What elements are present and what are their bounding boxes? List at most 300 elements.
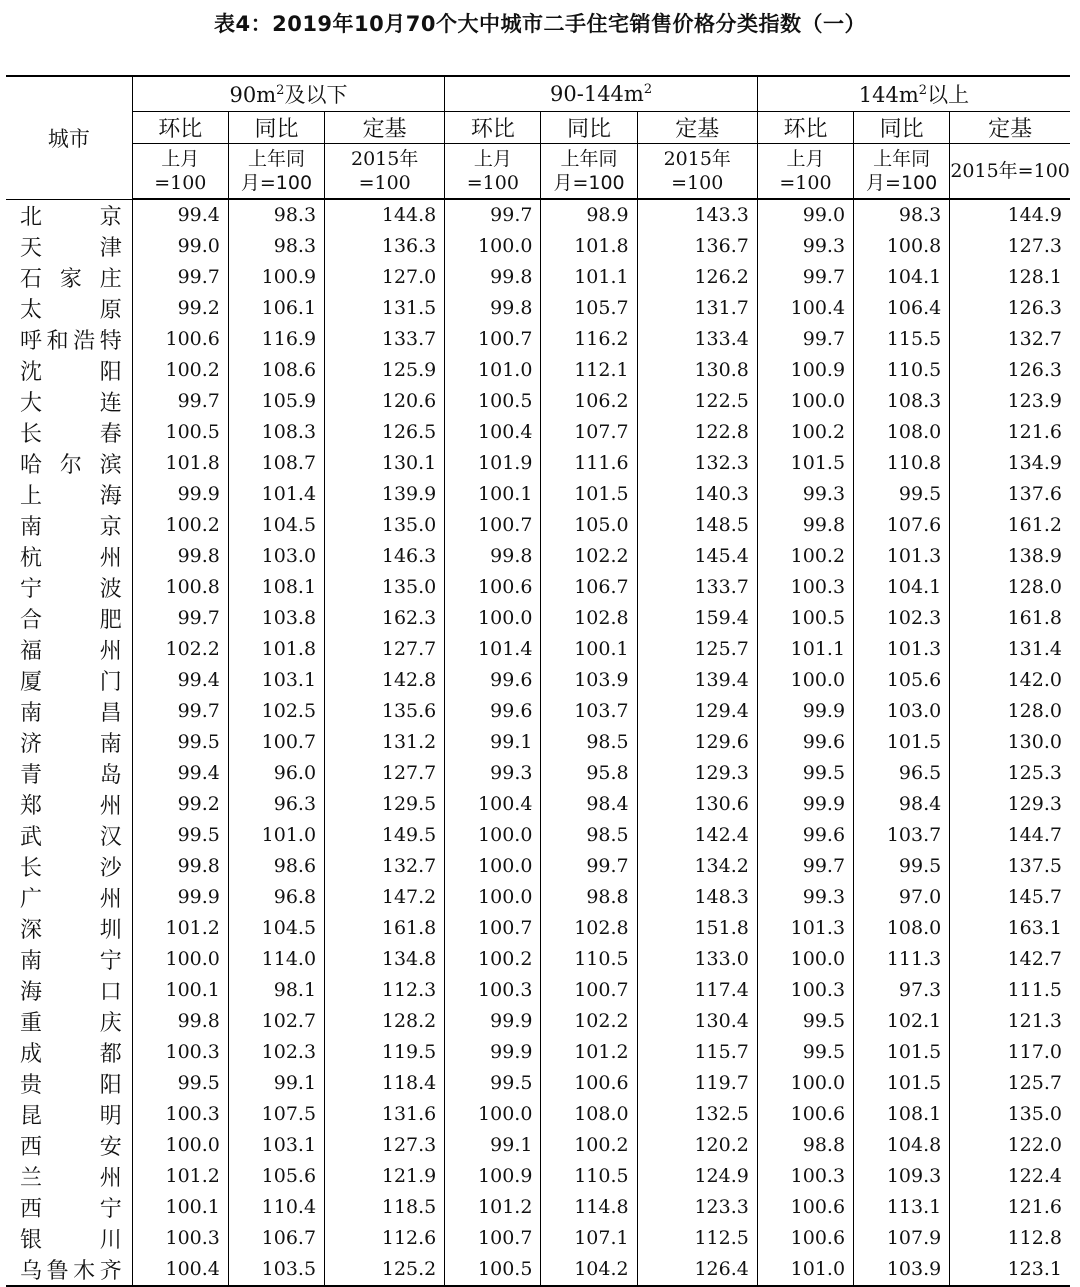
index-base-header: 2015年=100	[637, 144, 757, 200]
index-value-cell: 100.7	[228, 727, 324, 758]
table-row	[6, 1099, 1070, 1130]
index-value-cell: 98.3	[854, 199, 950, 231]
index-value-cell: 145.7	[950, 882, 1070, 913]
index-value-cell: 130.0	[950, 727, 1070, 758]
index-value-cell: 101.4	[445, 634, 541, 665]
index-base-header: 上年同 月=100	[541, 144, 637, 200]
table-row	[6, 572, 1070, 603]
index-value-cell: 135.0	[325, 510, 445, 541]
index-value-cell: 100.6	[757, 1099, 853, 1130]
index-value-cell: 111.3	[854, 944, 950, 975]
index-value-cell: 135.0	[325, 572, 445, 603]
index-value-cell: 125.9	[325, 355, 445, 386]
index-value-cell: 125.2	[325, 1254, 445, 1286]
index-value-cell: 99.2	[132, 789, 228, 820]
index-base-header: 2015年=100	[950, 144, 1070, 200]
index-value-cell: 132.7	[950, 324, 1070, 355]
index-type-header: 定基	[637, 112, 757, 144]
index-value-cell: 108.0	[854, 417, 950, 448]
table-row	[6, 199, 1070, 231]
index-value-cell: 100.0	[132, 944, 228, 975]
index-value-cell: 107.1	[541, 1223, 637, 1254]
index-value-cell: 100.0	[445, 851, 541, 882]
index-value-cell: 99.8	[132, 541, 228, 572]
city-name-cell: 兰州	[20, 1165, 122, 1191]
index-value-cell: 100.3	[445, 975, 541, 1006]
index-value-cell: 99.4	[132, 199, 228, 231]
index-value-cell: 100.3	[132, 1037, 228, 1068]
index-value-cell: 99.3	[757, 479, 853, 510]
index-value-cell: 103.7	[541, 696, 637, 727]
index-value-cell: 99.7	[757, 262, 853, 293]
city-name-cell: 南昌	[20, 700, 122, 726]
index-value-cell: 100.0	[445, 603, 541, 634]
index-value-cell: 99.1	[228, 1068, 324, 1099]
table-row	[6, 293, 1070, 324]
group-header-large: $144m^2$以上	[757, 76, 1070, 112]
index-value-cell: 105.6	[854, 665, 950, 696]
city-column-header: 城市	[6, 76, 132, 199]
index-base-header: 2015年=100	[325, 144, 445, 200]
index-value-cell: 135.0	[950, 1099, 1070, 1130]
index-value-cell: 100.5	[445, 386, 541, 417]
index-value-cell: 123.9	[950, 386, 1070, 417]
index-value-cell: 96.8	[228, 882, 324, 913]
group-header-small: $90m^2$及以下	[132, 76, 445, 112]
index-value-cell: 121.9	[325, 1161, 445, 1192]
index-value-cell: 100.2	[541, 1130, 637, 1161]
index-value-cell: 102.2	[541, 1006, 637, 1037]
city-name-cell: 昆明	[20, 1103, 122, 1129]
index-value-cell: 122.0	[950, 1130, 1070, 1161]
index-value-cell: 98.5	[541, 727, 637, 758]
index-value-cell: 133.7	[325, 324, 445, 355]
index-value-cell: 101.8	[541, 231, 637, 262]
index-value-cell: 99.9	[445, 1006, 541, 1037]
index-value-cell: 104.5	[228, 913, 324, 944]
index-value-cell: 100.9	[445, 1161, 541, 1192]
table-row	[6, 386, 1070, 417]
index-type-header: 定基	[325, 112, 445, 144]
index-value-cell: 144.8	[325, 199, 445, 231]
index-value-cell: 131.7	[637, 293, 757, 324]
index-value-cell: 102.8	[541, 913, 637, 944]
index-value-cell: 100.4	[132, 1254, 228, 1286]
index-value-cell: 144.9	[950, 199, 1070, 231]
table-row	[6, 665, 1070, 696]
group-header-medium: $90-144m^2$	[445, 76, 758, 112]
index-value-cell: 99.9	[132, 882, 228, 913]
index-value-cell: 137.6	[950, 479, 1070, 510]
table-row	[6, 448, 1070, 479]
index-value-cell: 100.9	[757, 355, 853, 386]
city-name-cell: 武汉	[20, 824, 122, 850]
index-value-cell: 109.3	[854, 1161, 950, 1192]
index-value-cell: 99.5	[854, 479, 950, 510]
index-value-cell: 103.7	[854, 820, 950, 851]
index-value-cell: 144.7	[950, 820, 1070, 851]
table-row	[6, 231, 1070, 262]
index-value-cell: 100.6	[757, 1192, 853, 1223]
index-value-cell: 99.8	[757, 510, 853, 541]
index-value-cell: 100.3	[757, 572, 853, 603]
index-value-cell: 100.3	[757, 975, 853, 1006]
index-value-cell: 105.7	[541, 293, 637, 324]
city-name-cell: 呼和浩特	[20, 328, 122, 354]
index-value-cell: 99.8	[445, 541, 541, 572]
city-name-cell: 郑州	[20, 793, 122, 819]
index-value-cell: 137.5	[950, 851, 1070, 882]
index-value-cell: 108.6	[228, 355, 324, 386]
index-value-cell: 100.6	[757, 1223, 853, 1254]
index-value-cell: 122.4	[950, 1161, 1070, 1192]
index-value-cell: 99.5	[132, 1068, 228, 1099]
index-value-cell: 128.2	[325, 1006, 445, 1037]
index-value-cell: 100.4	[757, 293, 853, 324]
index-value-cell: 128.0	[950, 696, 1070, 727]
index-base-header: 上年同 月=100	[854, 144, 950, 200]
index-value-cell: 121.3	[950, 1006, 1070, 1037]
city-name-cell: 重庆	[20, 1010, 122, 1036]
index-value-cell: 99.7	[132, 262, 228, 293]
index-value-cell: 99.5	[854, 851, 950, 882]
index-value-cell: 99.4	[132, 665, 228, 696]
index-value-cell: 139.9	[325, 479, 445, 510]
city-name-cell: 上海	[20, 483, 122, 509]
index-value-cell: 116.9	[228, 324, 324, 355]
index-value-cell: 108.1	[854, 1099, 950, 1130]
index-value-cell: 101.2	[132, 913, 228, 944]
city-name-cell: 厦门	[20, 669, 122, 695]
index-value-cell: 138.9	[950, 541, 1070, 572]
index-value-cell: 110.5	[854, 355, 950, 386]
index-value-cell: 98.9	[541, 199, 637, 231]
city-name-cell: 合肥	[20, 607, 122, 633]
index-value-cell: 97.0	[854, 882, 950, 913]
index-value-cell: 98.3	[228, 231, 324, 262]
index-value-cell: 104.8	[854, 1130, 950, 1161]
index-value-cell: 100.6	[132, 324, 228, 355]
index-value-cell: 114.0	[228, 944, 324, 975]
index-value-cell: 101.5	[854, 1068, 950, 1099]
city-name-cell: 宁波	[20, 576, 122, 602]
table-row	[6, 913, 1070, 944]
index-value-cell: 126.3	[950, 355, 1070, 386]
table-row	[6, 262, 1070, 293]
index-value-cell: 100.8	[854, 231, 950, 262]
index-value-cell: 100.0	[445, 1099, 541, 1130]
city-name-cell: 西宁	[20, 1196, 122, 1222]
index-value-cell: 116.2	[541, 324, 637, 355]
index-value-cell: 101.3	[854, 634, 950, 665]
index-value-cell: 129.4	[637, 696, 757, 727]
index-value-cell: 151.8	[637, 913, 757, 944]
index-value-cell: 105.0	[541, 510, 637, 541]
index-value-cell: 106.4	[854, 293, 950, 324]
index-value-cell: 95.8	[541, 758, 637, 789]
index-type-header: 同比	[541, 112, 637, 144]
index-value-cell: 143.3	[637, 199, 757, 231]
index-value-cell: 129.5	[325, 789, 445, 820]
index-value-cell: 119.5	[325, 1037, 445, 1068]
index-value-cell: 112.8	[950, 1223, 1070, 1254]
index-value-cell: 112.6	[325, 1223, 445, 1254]
index-value-cell: 126.4	[637, 1254, 757, 1286]
city-name-cell: 南宁	[20, 948, 122, 974]
index-value-cell: 103.9	[854, 1254, 950, 1286]
table-row	[6, 1130, 1070, 1161]
index-value-cell: 101.1	[541, 262, 637, 293]
city-name-cell: 哈尔滨	[20, 452, 122, 478]
index-value-cell: 100.3	[757, 1161, 853, 1192]
index-value-cell: 104.2	[541, 1254, 637, 1286]
index-value-cell: 100.0	[445, 231, 541, 262]
index-value-cell: 112.3	[325, 975, 445, 1006]
index-value-cell: 101.0	[757, 1254, 853, 1286]
index-value-cell: 129.3	[637, 758, 757, 789]
index-value-cell: 100.8	[132, 572, 228, 603]
index-type-header: 环比	[445, 112, 541, 144]
index-value-cell: 101.3	[757, 913, 853, 944]
index-value-cell: 99.5	[757, 758, 853, 789]
index-value-cell: 100.1	[132, 1192, 228, 1223]
index-value-cell: 130.6	[637, 789, 757, 820]
index-value-cell: 98.3	[228, 199, 324, 231]
index-value-cell: 102.7	[228, 1006, 324, 1037]
index-value-cell: 124.9	[637, 1161, 757, 1192]
index-value-cell: 99.9	[757, 696, 853, 727]
table-row	[6, 634, 1070, 665]
index-value-cell: 98.6	[228, 851, 324, 882]
index-value-cell: 127.3	[950, 231, 1070, 262]
city-name-cell: 太原	[20, 297, 122, 323]
index-value-cell: 134.9	[950, 448, 1070, 479]
index-value-cell: 148.3	[637, 882, 757, 913]
index-value-cell: 99.1	[445, 727, 541, 758]
index-value-cell: 110.5	[541, 944, 637, 975]
index-value-cell: 163.1	[950, 913, 1070, 944]
index-value-cell: 98.8	[541, 882, 637, 913]
index-value-cell: 100.3	[132, 1223, 228, 1254]
index-value-cell: 100.6	[445, 572, 541, 603]
index-value-cell: 100.2	[445, 944, 541, 975]
index-value-cell: 135.6	[325, 696, 445, 727]
index-value-cell: 113.1	[854, 1192, 950, 1223]
index-value-cell: 100.4	[445, 789, 541, 820]
index-base-header: 上月 =100	[757, 144, 853, 200]
index-value-cell: 125.3	[950, 758, 1070, 789]
index-value-cell: 108.1	[228, 572, 324, 603]
index-value-cell: 127.7	[325, 634, 445, 665]
index-value-cell: 102.5	[228, 696, 324, 727]
index-value-cell: 131.2	[325, 727, 445, 758]
index-value-cell: 107.5	[228, 1099, 324, 1130]
city-name-cell: 福州	[20, 638, 122, 664]
index-value-cell: 106.1	[228, 293, 324, 324]
index-value-cell: 100.7	[445, 510, 541, 541]
index-value-cell: 98.5	[541, 820, 637, 851]
index-value-cell: 107.6	[854, 510, 950, 541]
index-value-cell: 104.1	[854, 572, 950, 603]
index-value-cell: 132.7	[325, 851, 445, 882]
index-value-cell: 100.7	[541, 975, 637, 1006]
index-value-cell: 100.0	[757, 386, 853, 417]
index-value-cell: 99.7	[132, 386, 228, 417]
index-value-cell: 128.0	[950, 572, 1070, 603]
city-name-cell: 广州	[20, 886, 122, 912]
index-value-cell: 100.2	[132, 355, 228, 386]
index-value-cell: 133.0	[637, 944, 757, 975]
index-value-cell: 99.9	[757, 789, 853, 820]
index-value-cell: 130.1	[325, 448, 445, 479]
index-value-cell: 99.3	[757, 231, 853, 262]
index-value-cell: 142.7	[950, 944, 1070, 975]
index-value-cell: 101.8	[132, 448, 228, 479]
index-base-header: 上月 =100	[132, 144, 228, 200]
index-value-cell: 125.7	[637, 634, 757, 665]
index-value-cell: 100.2	[757, 417, 853, 448]
index-value-cell: 106.7	[541, 572, 637, 603]
index-value-cell: 103.9	[541, 665, 637, 696]
index-value-cell: 125.7	[950, 1068, 1070, 1099]
table-row	[6, 758, 1070, 789]
index-value-cell: 112.1	[541, 355, 637, 386]
table-row	[6, 1006, 1070, 1037]
index-value-cell: 106.2	[541, 386, 637, 417]
index-value-cell: 100.5	[757, 603, 853, 634]
index-value-cell: 145.4	[637, 541, 757, 572]
index-value-cell: 99.6	[445, 665, 541, 696]
index-value-cell: 103.5	[228, 1254, 324, 1286]
city-name-cell: 天津	[20, 235, 122, 261]
index-type-header-row	[6, 112, 1070, 144]
index-value-cell: 100.2	[757, 541, 853, 572]
table-body	[6, 199, 1070, 1286]
index-value-cell: 131.5	[325, 293, 445, 324]
index-value-cell: 99.3	[757, 882, 853, 913]
city-name-cell: 大连	[20, 390, 122, 416]
index-value-cell: 99.4	[132, 758, 228, 789]
table-row	[6, 789, 1070, 820]
index-value-cell: 100.3	[132, 1099, 228, 1130]
index-value-cell: 101.3	[854, 541, 950, 572]
city-name-cell: 西安	[20, 1134, 122, 1160]
city-name-cell: 乌鲁木齐	[6, 1254, 132, 1286]
table-row	[6, 417, 1070, 448]
table-row	[6, 696, 1070, 727]
table-row	[6, 944, 1070, 975]
index-value-cell: 99.5	[757, 1037, 853, 1068]
index-value-cell: 96.0	[228, 758, 324, 789]
index-value-cell: 99.0	[757, 199, 853, 231]
table-row	[6, 820, 1070, 851]
index-value-cell: 100.5	[445, 1254, 541, 1286]
index-value-cell: 100.5	[132, 417, 228, 448]
index-value-cell: 107.7	[541, 417, 637, 448]
index-value-cell: 104.1	[854, 262, 950, 293]
index-value-cell: 107.9	[854, 1223, 950, 1254]
city-name-cell: 长沙	[20, 855, 122, 881]
table-row	[6, 727, 1070, 758]
index-value-cell: 100.1	[445, 479, 541, 510]
index-value-cell: 102.3	[228, 1037, 324, 1068]
index-value-cell: 136.7	[637, 231, 757, 262]
index-value-cell: 118.5	[325, 1192, 445, 1223]
index-value-cell: 108.3	[228, 417, 324, 448]
index-value-cell: 133.7	[637, 572, 757, 603]
index-value-cell: 101.9	[445, 448, 541, 479]
index-value-cell: 98.1	[228, 975, 324, 1006]
index-value-cell: 134.2	[637, 851, 757, 882]
index-value-cell: 101.2	[445, 1192, 541, 1223]
city-name-cell: 深圳	[20, 917, 122, 943]
city-name-cell: 杭州	[20, 545, 122, 571]
index-value-cell: 100.4	[445, 417, 541, 448]
index-value-cell: 103.1	[228, 1130, 324, 1161]
city-name-cell: 贵阳	[20, 1072, 122, 1098]
index-value-cell: 110.5	[541, 1161, 637, 1192]
city-name-cell: 石家庄	[20, 266, 122, 292]
index-type-header: 同比	[228, 112, 324, 144]
index-value-cell: 100.7	[445, 913, 541, 944]
index-value-cell: 115.7	[637, 1037, 757, 1068]
index-value-cell: 126.5	[325, 417, 445, 448]
table-row	[6, 975, 1070, 1006]
index-value-cell: 96.5	[854, 758, 950, 789]
table-row	[6, 510, 1070, 541]
index-value-cell: 133.4	[637, 324, 757, 355]
table-row	[6, 1068, 1070, 1099]
index-value-cell: 101.0	[445, 355, 541, 386]
index-type-header: 环比	[132, 112, 228, 144]
index-value-cell: 121.6	[950, 1192, 1070, 1223]
index-value-cell: 99.7	[132, 603, 228, 634]
index-value-cell: 122.5	[637, 386, 757, 417]
index-value-cell: 161.8	[325, 913, 445, 944]
index-value-cell: 100.2	[132, 510, 228, 541]
price-index-table	[6, 75, 1070, 1287]
index-value-cell: 101.5	[854, 727, 950, 758]
index-value-cell: 100.0	[757, 665, 853, 696]
index-value-cell: 99.5	[132, 727, 228, 758]
index-value-cell: 99.7	[757, 851, 853, 882]
index-value-cell: 103.1	[228, 665, 324, 696]
index-value-cell: 111.5	[950, 975, 1070, 1006]
index-value-cell: 99.7	[132, 696, 228, 727]
index-value-cell: 127.0	[325, 262, 445, 293]
index-value-cell: 126.3	[950, 293, 1070, 324]
index-value-cell: 101.8	[228, 634, 324, 665]
index-value-cell: 99.8	[445, 262, 541, 293]
city-name-cell: 青岛	[20, 762, 122, 788]
table-row	[6, 1254, 1070, 1286]
index-base-header-row	[6, 144, 1070, 200]
index-value-cell: 99.8	[132, 851, 228, 882]
page-title: 表4：2019年10月70个大中城市二手住宅销售价格分类指数（一）	[213, 12, 866, 36]
index-value-cell: 100.0	[757, 1068, 853, 1099]
index-value-cell: 131.4	[950, 634, 1070, 665]
index-value-cell: 103.8	[228, 603, 324, 634]
index-type-header: 定基	[950, 112, 1070, 144]
index-value-cell: 99.7	[445, 199, 541, 231]
index-value-cell: 101.1	[757, 634, 853, 665]
city-name-cell: 长春	[20, 421, 122, 447]
index-value-cell: 99.9	[445, 1037, 541, 1068]
index-value-cell: 98.8	[757, 1130, 853, 1161]
index-value-cell: 98.4	[541, 789, 637, 820]
index-value-cell: 134.8	[325, 944, 445, 975]
index-value-cell: 101.5	[854, 1037, 950, 1068]
